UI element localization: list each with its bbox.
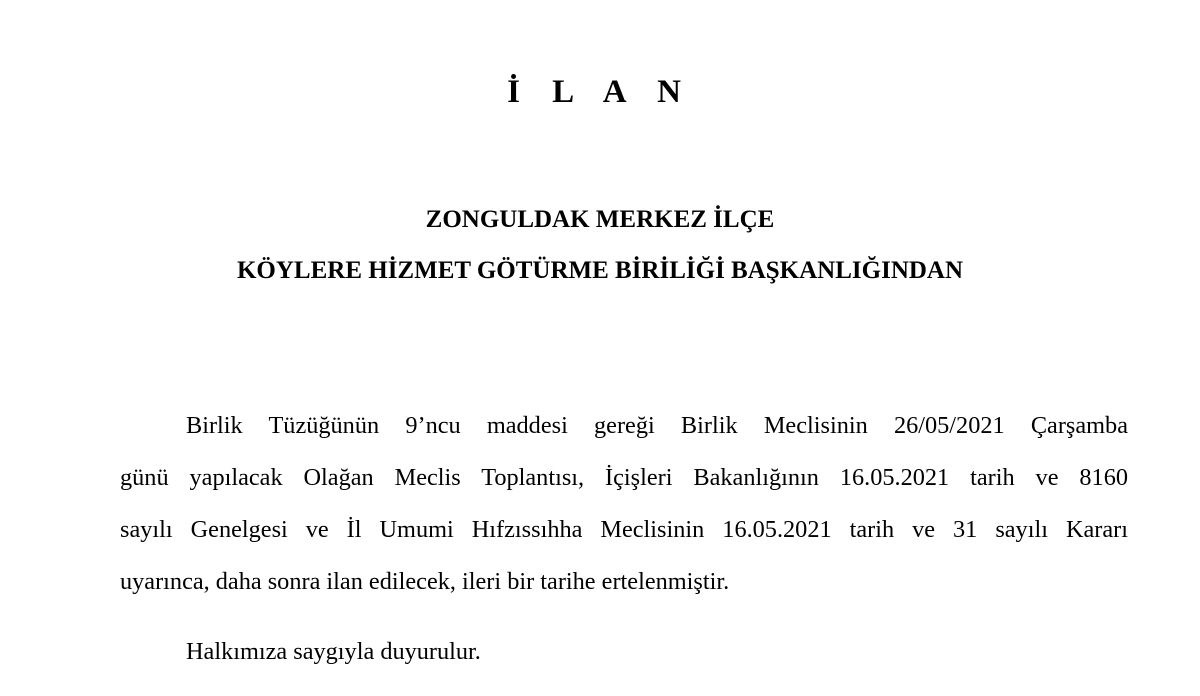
body-line-1: Birlik Tüzüğünün 9’ncu maddesi gereği Birlik Meclisinin 26/05/2021 Çarşamba xyxy=(186,412,1128,439)
issuer-heading-line-1: ZONGULDAK MERKEZ İLÇE xyxy=(425,206,775,233)
body-line-4: uyarınca, daha sonra ilan edilecek, ileri bir tarihe ertelenmiştir. xyxy=(120,568,730,595)
announcement-body xyxy=(120,400,1128,608)
body-line-3: sayılı Genelgesi ve İl Umumi Hıfzıssıhha Meclisinin 16.05.2021 tarih ve 31 sayılı Kararı xyxy=(120,516,1128,543)
closing-remark: Halkımıza saygıyla duyurulur. xyxy=(186,638,481,665)
announcement-title: İ L A N xyxy=(507,74,693,110)
issuer-heading-line-2: KÖYLERE HİZMET GÖTÜRME BİRİLİĞİ BAŞKANLIĞINDAN xyxy=(236,257,964,284)
body-line-2: günü yapılacak Olağan Meclis Toplantısı, İçişleri Bakanlığının 16.05.2021 tarih ve 8160 xyxy=(120,464,1128,491)
